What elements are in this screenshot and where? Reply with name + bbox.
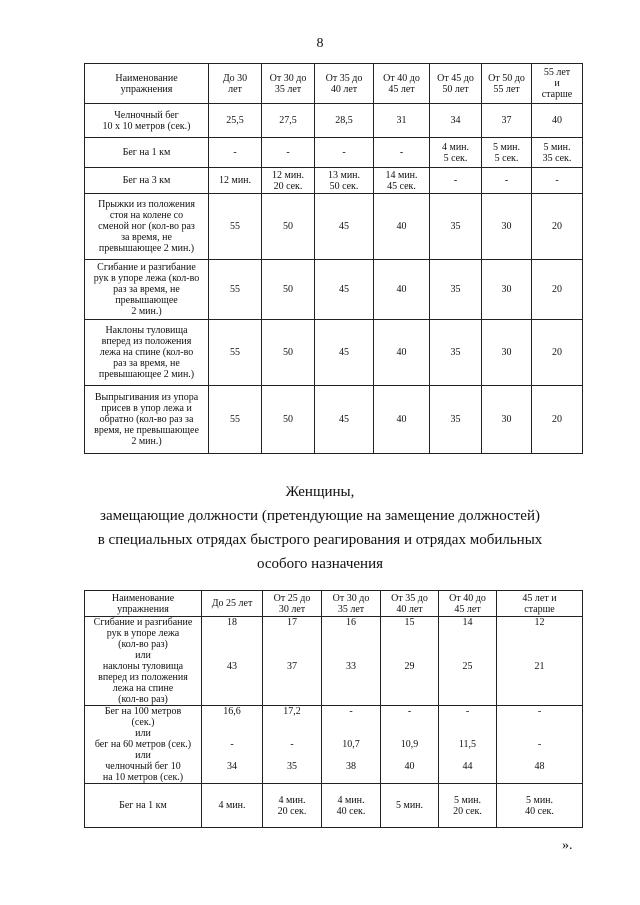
cell-value: 27,5 [262,104,315,138]
exercise-name: Бег на 1 км [85,138,209,168]
cell-value: - - 48 [497,706,583,784]
cell-value: 50 [262,194,315,260]
exercise-name: Бег на 100 метров (сек.) или бег на 60 метров (сек.) или челночный бег 10 на 10 метров (сек.) [85,706,202,784]
cell-value: 40 [374,386,430,454]
table-header-row [85,64,583,104]
cell-value: 4 мин. 20 сек. [263,784,322,828]
cell-value: 28,5 [315,104,374,138]
cell-value: 20 [532,386,583,454]
cell-value: 17,2 - 35 [263,706,322,784]
cell-value: 25,5 [209,104,262,138]
table-row [85,104,583,138]
cell-value: 50 [262,320,315,386]
section-heading-line: особого назначения [256,556,384,572]
header-age: 55 лет и старше [532,64,583,104]
table-row [85,194,583,260]
cell-value: 5 мин. 40 сек. [497,784,583,828]
table-row [85,386,583,454]
cell-value: 55 [209,194,262,260]
exercise-name: Сгибание и разгибание рук в упоре лежа (кол-во раз за время, не превышающее 2 мин.) [85,260,209,320]
cell-value: 35 [430,194,482,260]
exercise-name: Наклоны туловища вперед из положения лежа на спине (кол-во раз за время, не превышающее 2 мин.) [85,320,209,386]
cell-value: 5 мин. 5 сек. [482,138,532,168]
cell-value: 5 мин. [381,784,439,828]
header-age: От 35 до 40 лет [315,64,374,104]
closing-quote: ». [562,838,573,853]
cell-value: 4 мин. [202,784,263,828]
cell-value: 45 [315,320,374,386]
cell-value: - [532,168,583,194]
table-row [85,138,583,168]
header-exercise: Наименование упражнения [85,64,209,104]
cell-value: 30 [482,260,532,320]
section-heading-line: замещающие должности (претендующие на замещение должностей) [100,508,540,524]
table-row [85,784,583,828]
cell-value: 30 [482,194,532,260]
cell-value: 55 [209,320,262,386]
header-age: От 30 до 35 лет [262,64,315,104]
cell-value: 37 [482,104,532,138]
women-standards-table [84,590,583,828]
cell-value: 16 33 [322,617,381,706]
cell-value: 15 29 [381,617,439,706]
exercise-name: Бег на 1 км [85,784,202,828]
cell-value: 40 [532,104,583,138]
cell-value: - [262,138,315,168]
cell-value: 12 мин. 20 сек. [262,168,315,194]
cell-value: 20 [532,194,583,260]
cell-value: - [482,168,532,194]
exercise-name: Сгибание и разгибание рук в упоре лежа (кол-во раз) или наклоны туловища вперед из положения лежа на спине (кол-во раз) [85,617,202,706]
page-number: 8 [316,36,324,51]
cell-value: 35 [430,260,482,320]
cell-value: 4 мин. 5 сек. [430,138,482,168]
exercise-name: Выпрыгивания из упора присев в упор лежа и обратно (кол-во раз за время, не превышающее 2 мин.) [85,386,209,454]
men-standards-table [84,63,583,454]
cell-value: - [374,138,430,168]
cell-value: 14 25 [439,617,497,706]
header-age: 45 лет и старше [497,591,583,617]
exercise-name: Челночный бег 10 x 10 метров (сек.) [85,104,209,138]
cell-value: 16,6 - 34 [202,706,263,784]
header-age: От 45 до 50 лет [430,64,482,104]
cell-value: 12 21 [497,617,583,706]
cell-value: 20 [532,320,583,386]
cell-value: - [430,168,482,194]
cell-value: 45 [315,386,374,454]
cell-value: 45 [315,194,374,260]
exercise-name: Бег на 3 км [85,168,209,194]
cell-value: 55 [209,260,262,320]
cell-value: 50 [262,260,315,320]
cell-value: 40 [374,260,430,320]
section-heading-women: Женщины, [285,484,355,500]
header-age: От 25 до 30 лет [263,591,322,617]
header-age: От 30 до 35 лет [322,591,381,617]
header-age: От 40 до 45 лет [374,64,430,104]
cell-value: 34 [430,104,482,138]
table-row [85,168,583,194]
table-row [85,617,583,706]
cell-value: 20 [532,260,583,320]
cell-value: 55 [209,386,262,454]
section-heading-line: в специальных отрядах быстрого реагирования и отрядах мобильных [97,532,543,548]
exercise-name: Прыжки из положения стоя на колене со сменой ног (кол-во раз за время, не превышающее 2 мин.) [85,194,209,260]
cell-value: 12 мин. [209,168,262,194]
header-exercise: Наименование упражнения [85,591,202,617]
cell-value: 40 [374,320,430,386]
cell-value: 13 мин. 50 сек. [315,168,374,194]
cell-value: 31 [374,104,430,138]
header-age: До 25 лет [202,591,263,617]
cell-value: - [315,138,374,168]
cell-value: - 10,9 40 [381,706,439,784]
cell-value: 40 [374,194,430,260]
table-row [85,320,583,386]
cell-value: - [209,138,262,168]
header-age: От 40 до 45 лет [439,591,497,617]
cell-value: 5 мин. 20 сек. [439,784,497,828]
header-age: От 50 до 55 лет [482,64,532,104]
cell-value: - 10,7 38 [322,706,381,784]
cell-value: 17 37 [263,617,322,706]
cell-value: 35 [430,320,482,386]
cell-value: 45 [315,260,374,320]
header-age: От 35 до 40 лет [381,591,439,617]
cell-value: 30 [482,320,532,386]
table-row [85,260,583,320]
table-header-row [85,591,583,617]
cell-value: 18 43 [202,617,263,706]
cell-value: 4 мин. 40 сек. [322,784,381,828]
header-age: До 30 лет [209,64,262,104]
table-row [85,706,583,784]
cell-value: 50 [262,386,315,454]
cell-value: - 11,5 44 [439,706,497,784]
cell-value: 35 [430,386,482,454]
cell-value: 5 мин. 35 сек. [532,138,583,168]
cell-value: 14 мин. 45 сек. [374,168,430,194]
cell-value: 30 [482,386,532,454]
